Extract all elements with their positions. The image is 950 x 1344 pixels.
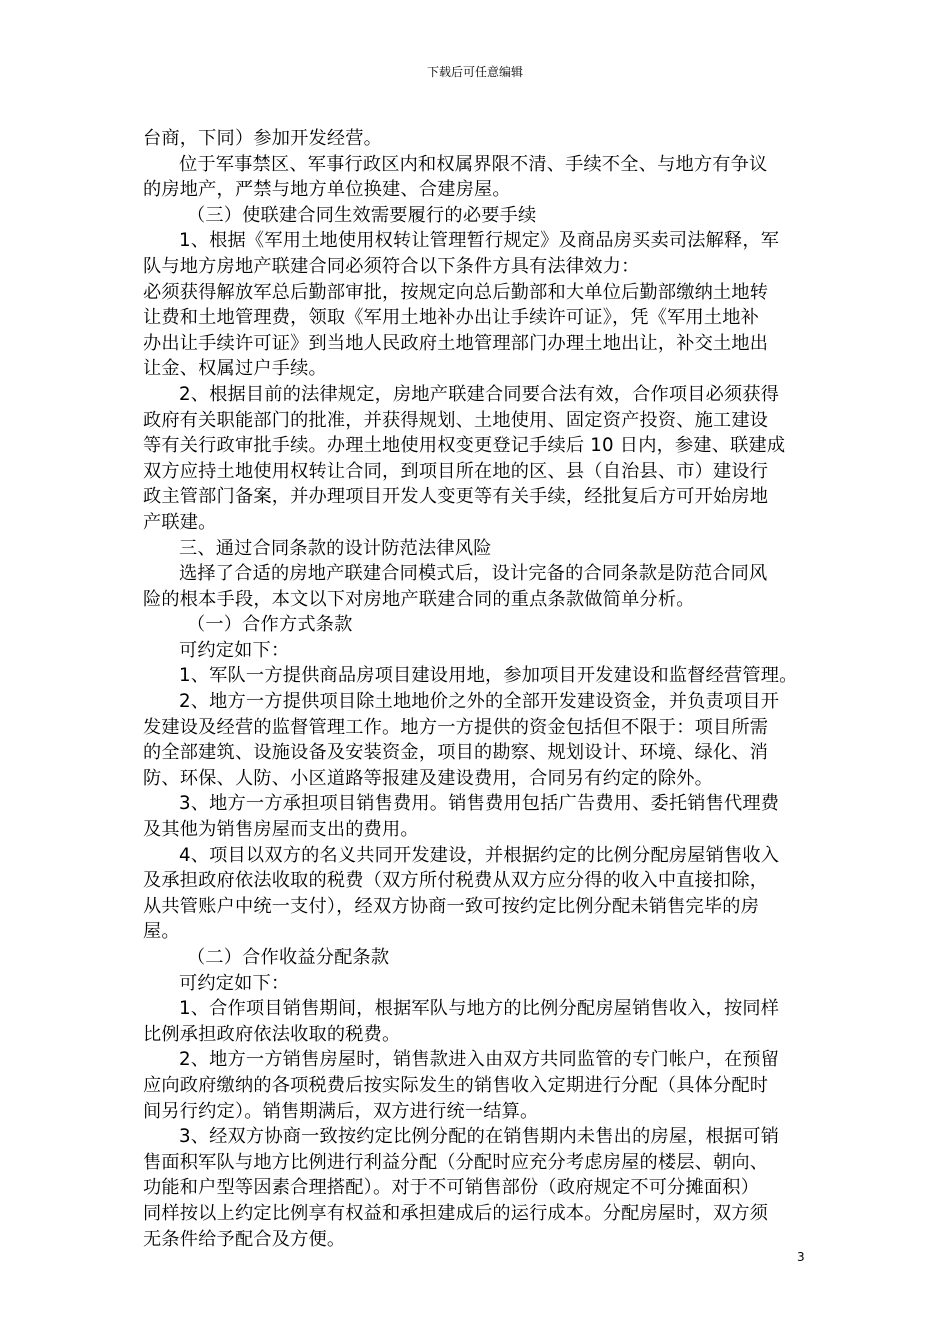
- paragraph-line: 防、环保、人防、小区道路等报建及建设费用，合同另有约定的除外。: [143, 767, 714, 789]
- section-heading: （三）使联建合同生效需要履行的必要手续: [187, 204, 537, 226]
- paragraph-line: 双方应持土地使用权转让合同，到项目所在地的区、县（自治县、市）建设行: [143, 460, 769, 482]
- paragraph-line: 2、根据目前的法律规定，房地产联建合同要合法有效，合作项目必须获得: [179, 383, 780, 405]
- paragraph-line: 办出让手续许可证》到当地人民政府土地管理部门办理土地出让，补交土地出: [143, 332, 769, 354]
- paragraph-line: 政府有关职能部门的批准，并获得规划、土地使用、固定资产投资、施工建设: [143, 409, 769, 431]
- paragraph-line: 位于军事禁区、军事行政区内和权属界限不清、手续不全、与地方有争议: [179, 153, 768, 175]
- paragraph-line: 让金、权属过户手续。: [143, 358, 327, 380]
- paragraph-line: 等有关行政审批手续。办理土地使用权变更登记手续后 10 日内，参建、联建成: [143, 435, 786, 457]
- page-header: 下载后可任意编辑: [426, 65, 523, 79]
- paragraph-line: 发建设及经营的监督管理工作。地方一方提供的资金包括但不限于：项目所需: [143, 716, 769, 738]
- paragraph-line: 间另行约定）。销售期满后，双方进行统一结算。: [143, 1100, 539, 1122]
- paragraph-line: 必须获得解放军总后勤部审批，按规定向总后勤部和大单位后勤部缴纳土地转: [143, 281, 769, 303]
- paragraph-line: 3、经双方协商一致按约定比例分配的在销售期内未售出的房屋，根据可销: [179, 1126, 780, 1148]
- paragraph-line: 让费和土地管理费，领取《军用土地补办出让手续许可证》，凭《军用土地补: [143, 307, 760, 329]
- paragraph-line: 可约定如下：: [179, 972, 290, 994]
- paragraph-line: 的房地产，严禁与地方单位换建、合建房屋。: [143, 179, 511, 201]
- paragraph-line: 从共管账户中统一支付），经双方协商一致可按约定比例分配未销售完毕的房: [143, 895, 760, 917]
- paragraph-line: 台商，下同）参加开发经营。: [143, 128, 383, 149]
- paragraph-line: 2、地方一方提供项目除土地地价之外的全部开发建设资金，并负责项目开: [179, 691, 780, 713]
- paragraph-line: 售面积军队与地方比例进行利益分配（分配时应充分考虑房屋的楼层、朝向、: [143, 1151, 769, 1173]
- paragraph-line: 3、地方一方承担项目销售费用。销售费用包括广告费用、委托销售代理费: [179, 793, 780, 815]
- paragraph-line: 功能和户型等因素合理搭配）。对于不可销售部份（政府规定不可分摊面积）: [143, 1177, 760, 1199]
- paragraph-line: 1、根据《军用土地使用权转让管理暂行规定》及商品房买卖司法解释，军: [179, 230, 780, 252]
- paragraph-line: 2、地方一方销售房屋时，销售款进入由双方共同监管的专门帐户，在预留: [179, 1049, 780, 1071]
- paragraph-line: 队与地方房地产联建合同必须符合以下条件方具有法律效力：: [143, 255, 640, 277]
- paragraph-line: 产联建。: [143, 511, 217, 533]
- paragraph-line: 险的根本手段，本文以下对房地产联建合同的重点条款做简单分析。: [143, 588, 695, 610]
- paragraph-line: 屋。: [143, 921, 180, 943]
- paragraph-line: 同样按以上约定比例享有权益和承担建成后的运行成本。分配房屋时，双方须: [143, 1202, 769, 1224]
- page-number: 3: [797, 1250, 805, 1264]
- paragraph-line: 无条件给予配合及方便。: [143, 1228, 346, 1250]
- document-body: [143, 126, 823, 1252]
- paragraph-line: 应向政府缴纳的各项税费后按实际发生的销售收入定期进行分配（具体分配时: [143, 1074, 769, 1096]
- paragraph-line: 1、合作项目销售期间，根据军队与地方的比例分配房屋销售收入，按同样: [179, 998, 780, 1020]
- paragraph-line: 及其他为销售房屋而支出的费用。: [143, 819, 419, 841]
- paragraph-line: 政主管部门备案，并办理项目开发人变更等有关手续，经批复后方可开始房地: [143, 486, 769, 508]
- paragraph-line: 选择了合适的房地产联建合同模式后，设计完备的合同条款是防范合同风: [179, 563, 768, 585]
- section-heading: 三、通过合同条款的设计防范法律风险: [179, 537, 492, 559]
- section-heading: （一）合作方式条款: [187, 614, 353, 636]
- section-heading: （二）合作收益分配条款: [187, 947, 390, 968]
- paragraph-line: 4、项目以双方的名义共同开发建设，并根据约定的比例分配房屋销售收入: [179, 844, 780, 866]
- paragraph-line: 的全部建筑、设施设备及安装资金，项目的勘察、规划设计、环境、绿化、消: [143, 742, 769, 764]
- paragraph-line: 1、军队一方提供商品房项目建设用地，参加项目开发建设和监督经营管理。: [179, 665, 798, 687]
- paragraph-line: 可约定如下：: [179, 639, 290, 661]
- paragraph-line: 及承担政府依法收取的税费（双方所付税费从双方应分得的收入中直接扣除，: [143, 870, 769, 892]
- paragraph-line: 比例承担政府依法收取的税费。: [143, 1023, 401, 1045]
